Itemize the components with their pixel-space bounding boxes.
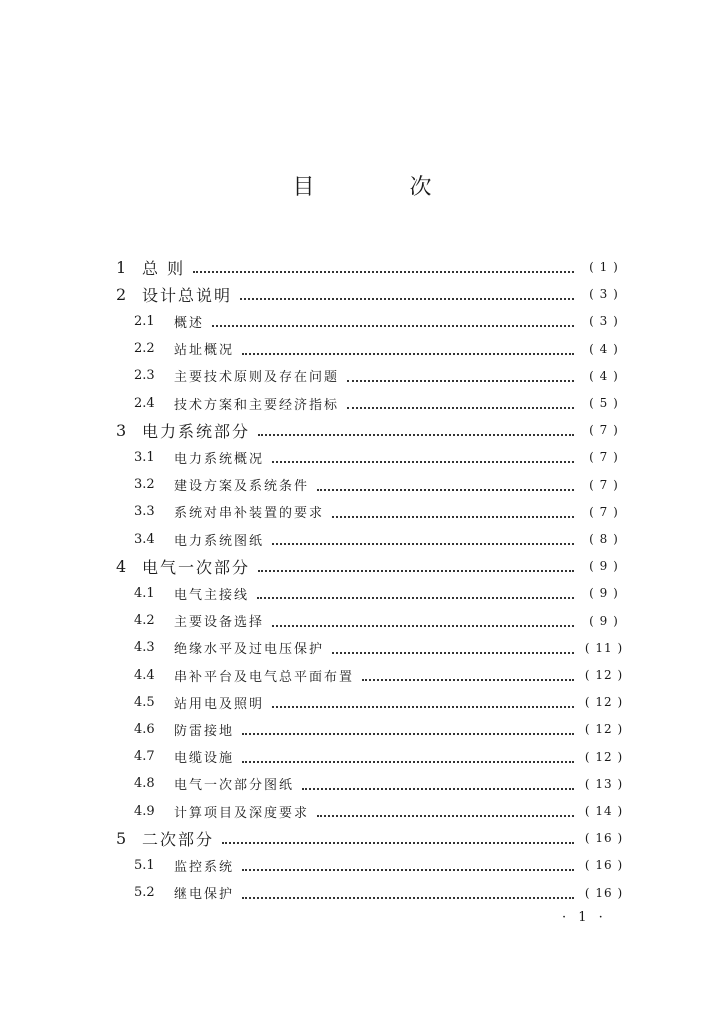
toc-entry <box>0 771 626 797</box>
toc-entry-title: 继电保护 <box>174 887 235 903</box>
toc-entry-page: ( 14 ) <box>584 804 624 818</box>
dot-leader <box>272 539 574 545</box>
dot-leader <box>240 294 574 300</box>
toc-entry-number: 3.2 <box>134 477 155 493</box>
toc-entry <box>0 689 626 715</box>
toc-entry <box>0 825 626 851</box>
toc-entry-number: 3.1 <box>134 449 155 465</box>
toc-entry-page: ( 7 ) <box>589 504 619 519</box>
toc-entry-number: 2 <box>116 284 127 304</box>
toc-entry-number: 4.5 <box>134 694 155 710</box>
toc-entry-title: 二次部分 <box>142 829 215 849</box>
toc-entry-page: ( 1 ) <box>589 260 619 274</box>
toc-entry-number: 4.8 <box>134 776 155 792</box>
toc-entry-page: ( 4 ) <box>589 341 619 356</box>
dot-leader <box>193 267 574 273</box>
toc-entry-title: 电力系统部分 <box>142 421 251 441</box>
toc-entry-page: ( 4 ) <box>589 368 619 383</box>
toc-entry <box>0 444 626 470</box>
dot-leader <box>347 403 574 409</box>
dot-leader <box>257 593 574 599</box>
toc-entry-title: 绝缘水平及过电压保护 <box>174 642 325 658</box>
toc-entry-page: ( 5 ) <box>589 396 619 410</box>
toc-entry-title: 电气主接线 <box>174 587 250 603</box>
toc-entry <box>0 635 626 661</box>
toc-entry-number: 5.2 <box>134 885 155 901</box>
toc-entry <box>0 308 626 334</box>
toc-entry-number: 5.1 <box>134 857 155 873</box>
toc-entry-page: ( 7 ) <box>589 477 619 492</box>
toc-entry-number: 4.7 <box>134 749 155 765</box>
dot-leader <box>272 702 574 708</box>
page-title: 目 次 <box>292 175 476 200</box>
dot-leader <box>222 838 574 844</box>
toc-entry <box>0 390 626 416</box>
toc-entry-title: 站址概况 <box>174 343 235 359</box>
toc-entry <box>0 254 626 280</box>
toc-entry-title: 电气一次部分图纸 <box>174 778 295 794</box>
toc-entry-number: 4 <box>116 556 127 576</box>
dot-leader <box>272 457 574 463</box>
toc-entry <box>0 336 626 362</box>
toc-entry-number: 3 <box>116 420 127 440</box>
toc-entry-title: 概述 <box>174 315 205 331</box>
toc-entry-number: 4.6 <box>134 721 155 737</box>
dot-leader <box>317 811 574 817</box>
toc-entry-page: ( 16 ) <box>584 885 624 900</box>
toc-entry-page: ( 16 ) <box>584 858 624 873</box>
toc-entry-title: 防雷接地 <box>174 723 235 739</box>
dot-leader <box>242 349 574 355</box>
toc-entry-page: ( 16 ) <box>584 831 624 846</box>
dot-leader <box>258 566 574 572</box>
toc-entry <box>0 798 626 824</box>
toc-entry <box>0 363 626 389</box>
toc-entry <box>0 852 626 878</box>
toc-entry-page: ( 9 ) <box>589 586 619 601</box>
toc-entry-title: 电气一次部分 <box>142 557 251 577</box>
toc-entry-number: 4.2 <box>134 613 155 629</box>
toc-entry-number: 4.4 <box>134 667 155 683</box>
toc-entry-number: 1 <box>116 257 127 277</box>
toc-entry-title: 计算项目及深度要求 <box>174 805 310 821</box>
toc-entry-number: 2.1 <box>134 313 155 329</box>
dot-leader <box>347 376 574 382</box>
toc-entry-number: 2.2 <box>134 341 155 357</box>
dot-leader <box>272 621 574 627</box>
toc-entry-title: 站用电及照明 <box>174 696 265 712</box>
toc-entry-page: ( 9 ) <box>589 559 619 574</box>
dot-leader <box>317 485 574 491</box>
toc-entry-number: 3.4 <box>134 531 155 547</box>
toc-entry-page: ( 7 ) <box>589 450 619 465</box>
toc-entry <box>0 744 626 770</box>
toc-entry <box>0 499 626 525</box>
toc-entry-title: 主要技术原则及存在问题 <box>174 370 340 386</box>
toc-entry-page: ( 3 ) <box>589 287 619 302</box>
dot-leader <box>362 675 574 681</box>
toc-entry-title: 监控系统 <box>174 859 235 875</box>
toc-entry-page: ( 8 ) <box>589 532 619 546</box>
page-number: · 1 · <box>562 910 607 925</box>
dot-leader <box>332 648 574 654</box>
toc-entry-page: ( 12 ) <box>584 668 624 682</box>
dot-leader <box>212 321 574 327</box>
toc-entry <box>0 472 626 498</box>
toc-entry-number: 2.4 <box>134 395 155 411</box>
toc-entry-number: 2.3 <box>134 368 155 384</box>
dot-leader <box>242 865 574 871</box>
dot-leader <box>332 512 574 518</box>
toc-entry-number: 3.3 <box>134 504 155 520</box>
toc-entry-page: ( 9 ) <box>589 613 619 628</box>
toc-entry-number: 4.1 <box>134 585 155 601</box>
toc-entry-title: 串补平台及电气总平面布置 <box>174 669 355 685</box>
toc-entry-page: ( 7 ) <box>589 423 619 438</box>
toc-entry <box>0 526 626 552</box>
toc-entry <box>0 281 626 307</box>
toc-entry <box>0 553 626 579</box>
toc-entry-title: 电缆设施 <box>174 751 235 767</box>
toc-entry-number: 5 <box>116 828 127 848</box>
toc-entry <box>0 417 626 443</box>
toc-entry-number: 4.9 <box>134 803 155 819</box>
toc-entry-title: 总 则 <box>142 258 186 278</box>
toc-entry <box>0 662 626 688</box>
dot-leader <box>258 430 574 436</box>
toc-entry-title: 建设方案及系统条件 <box>174 479 310 495</box>
toc-entry <box>0 608 626 634</box>
toc-entry-title: 电力系统概况 <box>174 451 265 467</box>
toc-entry-page: ( 12 ) <box>584 749 624 764</box>
dot-leader <box>302 784 574 790</box>
dot-leader <box>242 729 574 735</box>
toc-entry-title: 技术方案和主要经济指标 <box>174 397 340 413</box>
toc-entry-title: 系统对串补装置的要求 <box>174 506 325 522</box>
toc-entry-page: ( 12 ) <box>584 722 624 737</box>
toc-entry-title: 电力系统图纸 <box>174 533 265 549</box>
toc-entry-page: ( 11 ) <box>584 640 624 655</box>
toc-entry-number: 4.3 <box>134 640 155 656</box>
toc-entry-title: 设计总说明 <box>142 285 233 305</box>
toc-entry <box>0 880 626 906</box>
toc-entry <box>0 580 626 606</box>
toc-entry <box>0 716 626 742</box>
toc-entry-page: ( 12 ) <box>584 695 624 710</box>
dot-leader <box>242 893 574 899</box>
toc-entry-page: ( 3 ) <box>589 314 619 329</box>
toc-entry-page: ( 13 ) <box>584 776 624 791</box>
toc-entry-title: 主要设备选择 <box>174 615 265 631</box>
dot-leader <box>242 757 574 763</box>
